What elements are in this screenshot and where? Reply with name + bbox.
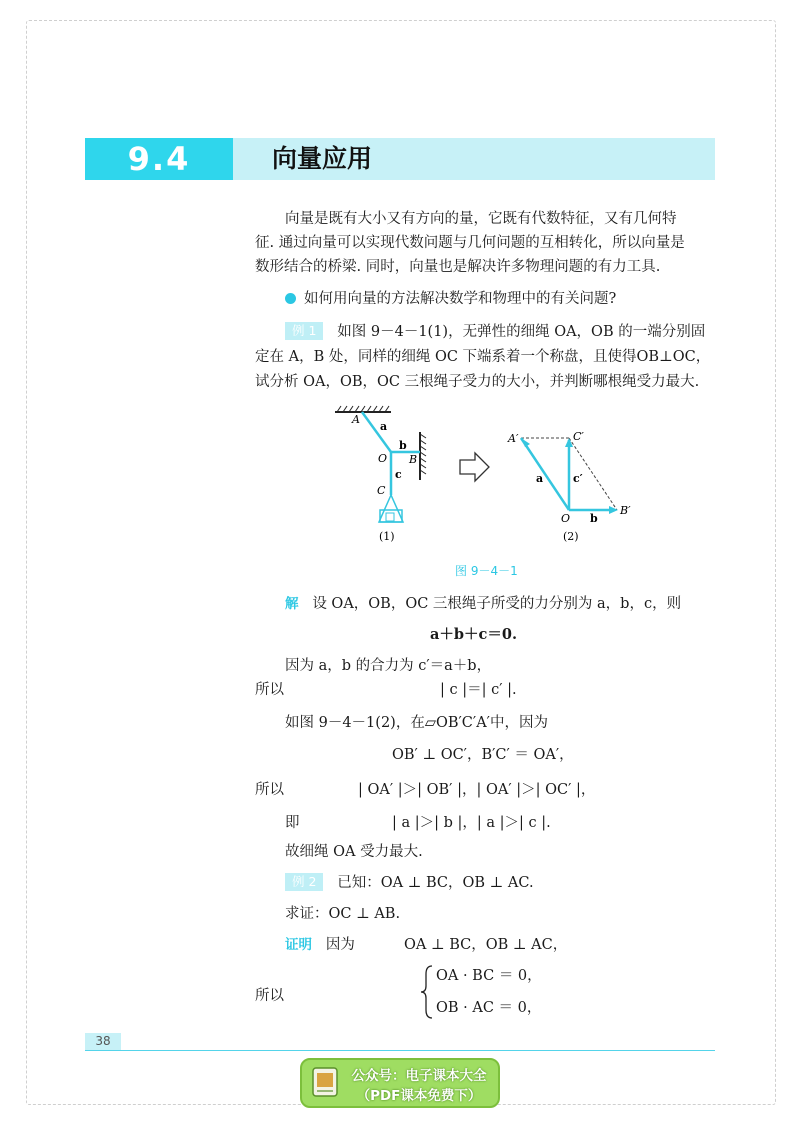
- section-title: 向量应用: [272, 144, 373, 173]
- label-B: B: [409, 453, 418, 466]
- label-b-2: b: [590, 512, 598, 525]
- section-number: 9.4: [85, 138, 233, 180]
- ji-label: 即: [285, 815, 300, 831]
- label-O: O: [378, 452, 388, 465]
- solution-line-2: 因为 a，b 的合力为 c′＝a＋b，: [285, 658, 492, 674]
- system-equation-2: OB · AC ＝ 0，: [436, 1000, 542, 1016]
- proof-line: [285, 933, 355, 957]
- watermark-badge: [300, 1058, 500, 1108]
- footer-line: [85, 1050, 715, 1051]
- right-arrow-icon: [460, 453, 489, 481]
- example2-given: 已知：OA ⊥ BC，OB ⊥ AC.: [337, 875, 534, 891]
- equation-magnitude: | c |＝| c′ |.: [440, 682, 517, 698]
- figure-left-diagram: [335, 406, 426, 543]
- label-c-prime: c′: [573, 472, 583, 485]
- example1-text-1: 如图 9－4－1(1)，无弹性的细绳 OA，OB 的一端分别固: [337, 324, 706, 340]
- watermark-line-2: （PDF课本免费下）: [356, 1088, 482, 1104]
- ebook-icon: [310, 1066, 340, 1100]
- label-c: c: [395, 468, 402, 481]
- solution-line-3: 如图 9－4－1(2)，在▱OB′C′A′中，因为: [285, 715, 548, 731]
- example1-line-3: 试分析 OA，OB，OC 三根绳子受力的大小，并判断哪根绳受力最大.: [255, 374, 700, 390]
- equation-sum: a＋b＋c＝0.: [430, 626, 517, 643]
- example1-line-1: [285, 320, 705, 344]
- solution-line-1: [285, 592, 681, 616]
- example2-prove: 求证：OC ⊥ AB.: [285, 906, 401, 922]
- left-brace-icon: [420, 964, 434, 1020]
- label-O-2: O: [561, 512, 571, 525]
- example1-line-2: 定在 A，B 处，同样的细绳 OC 下端系着一个称盘，且使得OB⊥OC，: [255, 349, 711, 365]
- so-label-3: 所以: [255, 988, 284, 1004]
- label-C-prime: C′: [573, 430, 584, 443]
- because-label: 因为: [325, 937, 355, 953]
- so-label-2: 所以: [255, 782, 284, 798]
- example1-tag: 例 1: [285, 322, 323, 340]
- proof-label: 证明: [285, 937, 312, 953]
- label-C: C: [377, 484, 386, 497]
- equation-perpendicular: OB′ ⊥ OC′，B′C′ ＝ OA′，: [392, 747, 574, 763]
- solution-text-1: 设 OA，OB，OC 三根绳子所受的力分别为 a，b，c，则: [312, 596, 682, 612]
- label-a: a: [380, 420, 388, 433]
- label-b: b: [399, 439, 407, 452]
- figure-9-4-1: [325, 400, 665, 550]
- solution-label: 解: [285, 596, 299, 612]
- label-A-prime: A′: [508, 432, 519, 445]
- so-label-1: 所以: [255, 682, 284, 698]
- sub-caption-1: (1): [379, 530, 395, 543]
- sub-caption-2: (2): [563, 530, 579, 543]
- figure-right-diagram: [507, 430, 631, 543]
- equation-inequality: | a |＞| b |，| a |＞| c |.: [392, 815, 551, 831]
- question-text: 如何用向量的方法解决数学和物理中的有关问题?: [304, 291, 617, 307]
- intro-line-1: 向量是既有大小又有方向的量，它既有代数特征，又有几何特: [285, 211, 677, 227]
- bullet-dot-icon: [285, 293, 296, 304]
- label-A: A: [352, 413, 360, 426]
- equation-inequality-vectors: | OA′ |＞| OB′ |，| OA′ |＞| OC′ |，: [358, 782, 596, 798]
- page-border: [26, 20, 776, 1105]
- question: [285, 287, 616, 311]
- system-equation-1: OA · BC ＝ 0，: [436, 968, 542, 984]
- example2-tag: 例 2: [285, 873, 323, 891]
- page-number: 38: [85, 1033, 121, 1050]
- label-a-2: a: [536, 472, 544, 485]
- figure-caption: 图 9－4－1: [455, 564, 518, 578]
- intro-line-3: 数形结合的桥梁. 同时，向量也是解决许多物理问题的有力工具.: [255, 259, 661, 275]
- solution-conclusion: 故细绳 OA 受力最大.: [285, 844, 423, 860]
- watermark-line-1: 公众号：电子课本大全: [351, 1068, 487, 1084]
- proof-condition: OA ⊥ BC，OB ⊥ AC，: [404, 937, 568, 953]
- example2-line-1: [285, 871, 534, 895]
- label-B-prime: B′: [620, 504, 631, 517]
- intro-line-2: 征. 通过向量可以实现代数问题与几何问题的互相转化，所以向量是: [255, 235, 685, 251]
